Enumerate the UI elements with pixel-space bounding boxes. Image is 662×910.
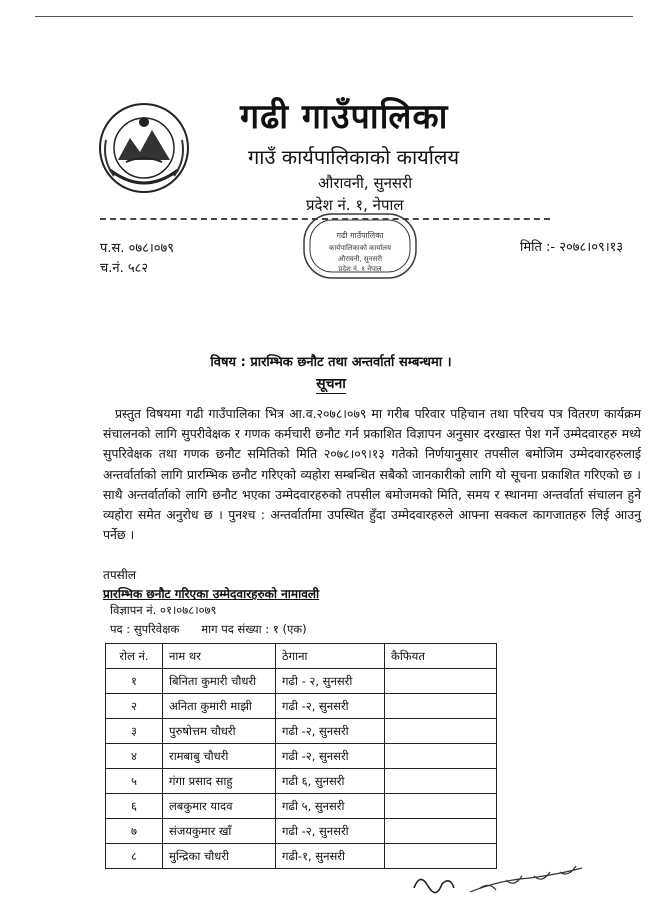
candidate-name: मुन्द्रिका चौधरी xyxy=(163,844,276,869)
advertisement-number: विज्ञापन नं. ०१।०७८।०७९ xyxy=(110,603,217,617)
candidate-address: गढी -२, सुनसरी xyxy=(276,819,385,844)
remarks-cell xyxy=(385,819,497,844)
notice-date: मिति :- २०७८।०९।१३ xyxy=(520,240,624,255)
remarks-cell xyxy=(385,794,497,819)
post-details: पद : सुपरिवेक्षक माग पद संख्या : १ (एक) xyxy=(110,622,307,636)
table-row xyxy=(106,694,497,719)
table-row xyxy=(106,669,497,694)
header-remarks: कैफियत xyxy=(385,644,497,669)
svg-text:प्रदेश नं. १ नेपाल: प्रदेश नं. १ नेपाल xyxy=(338,265,382,273)
svg-text:औरावनी, सुनसरी: औरावनी, सुनसरी xyxy=(338,255,382,263)
government-emblem-icon xyxy=(96,100,192,196)
notice-title xyxy=(0,374,662,393)
candidate-list-title: प्रारम्भिक छनौट गरिएका उम्मेदवारहरुको नामावली xyxy=(103,587,320,601)
handwritten-signature xyxy=(410,858,590,902)
office-stamp-seal xyxy=(300,210,420,282)
header-name: नाम थर xyxy=(163,644,276,669)
candidate-address: गढी -२, सुनसरी xyxy=(276,744,385,769)
table-row xyxy=(106,744,497,769)
table-row xyxy=(106,819,497,844)
office-address: औरावनी, सुनसरी xyxy=(318,174,413,192)
table-row xyxy=(106,794,497,819)
candidate-name: गंगा प्रसाद साहु xyxy=(163,769,276,794)
organization-name: गढी गाउँपालिका xyxy=(240,97,449,137)
candidate-address: गढी ६, सुनसरी xyxy=(276,769,385,794)
candidate-table xyxy=(105,643,497,869)
candidate-address: गढी-१, सुनसरी xyxy=(276,844,385,869)
candidate-address: गढी -२, सुनसरी xyxy=(276,719,385,744)
office-name: गाउँ कार्यपालिकाको कार्यालय xyxy=(248,145,460,169)
remarks-cell xyxy=(385,694,497,719)
svg-text:कार्यपालिकाको कार्यालय: कार्यपालिकाको कार्यालय xyxy=(328,244,392,252)
notice-subject: विषय : प्रारम्भिक छनौट तथा अन्तर्वार्ता सम्बन्धमा । xyxy=(210,355,452,370)
candidate-address: गढी -२, सुनसरी xyxy=(276,694,385,719)
roll-number: ७ xyxy=(106,819,163,844)
roll-number: ६ xyxy=(106,794,163,819)
candidate-name: पुरुषोत्तम चौधरी xyxy=(163,719,276,744)
roll-number: १ xyxy=(106,669,163,694)
roll-number: ४ xyxy=(106,744,163,769)
remarks-cell xyxy=(385,669,497,694)
table-row xyxy=(106,769,497,794)
header-address: ठेगाना xyxy=(276,644,385,669)
notice-body: प्रस्तुत विषयमा गढी गाउँपालिका भित्र आ.व.२०७८।०७९ मा गरीब परिवार पहिचान तथा परिचय पत्र वितरण कार्यक्रम संचालनको लागि सुपरीवेक्षक र गणक कर्मचारी छनौट गर्न प्रकाशित विज्ञापन अनुसार दरखास्त पेश गर्ने उम्मेदवारहरु मध्ये सुपरिवेक्षक तथा गणक छनौट समितिको मिति २०७८।०९।१३ गतेको निर्णयानुसार तपसील बमोजिम उम्मेदवारहरुलाई अन्तर्वार्ताको लागि प्रारम्भिक छनौट गरिएको व्यहोरा सम्बन्धित सबैको जानकारीको लागि यो सूचना प्रकाशित गरिएको छ । साथै अन्तर्वार्ताको लागि छनौट भएका उम्मेदवारहरुको तपसील बमोजमको मिति, समय र स्थानमा अन्तर्वार्ता संचालन हुने व्यहोरा समेत अनुरोध छ । पुनश्च : अन्तर्वार्तामा उपस्थित हुँदा उम्मेदवारहरुले आफ्ना सक्कल कागजातहरु लिई आउनु पर्नेछ । xyxy=(103,406,641,543)
office-province: प्रदेश नं. १, नेपाल xyxy=(306,196,404,214)
roll-number: ५ xyxy=(106,769,163,794)
candidate-name: संजयकुमार खाँ xyxy=(163,819,276,844)
header-roll-number: रोल नं. xyxy=(106,644,163,669)
table-row xyxy=(106,719,497,744)
svg-text:गढी गाउँपालिका: गढी गाउँपालिका xyxy=(336,231,384,240)
candidate-name: लबकुमार यादव xyxy=(163,794,276,819)
table-header-row xyxy=(106,644,497,669)
reference-number: प.स. ०७८।०७९ xyxy=(100,241,175,256)
schedule-label: तपसील xyxy=(103,568,137,582)
top-border-line xyxy=(35,16,633,17)
remarks-cell xyxy=(385,769,497,794)
notice-title-text: सूचना xyxy=(316,376,346,392)
candidate-address: गढी - २, सुनसरी xyxy=(276,669,385,694)
candidate-name: बिनिता कुमारी चौधरी xyxy=(163,669,276,694)
candidate-address: गढी ५, सुनसरी xyxy=(276,794,385,819)
candidate-name: रामबाबु चौधरी xyxy=(163,744,276,769)
dispatch-number: च.नं. ५८२ xyxy=(100,261,149,276)
roll-number: २ xyxy=(106,694,163,719)
remarks-cell xyxy=(385,719,497,744)
candidate-name: अनिता कुमारी माझी xyxy=(163,694,276,719)
remarks-cell xyxy=(385,744,497,769)
roll-number: ८ xyxy=(106,844,163,869)
roll-number: ३ xyxy=(106,719,163,744)
